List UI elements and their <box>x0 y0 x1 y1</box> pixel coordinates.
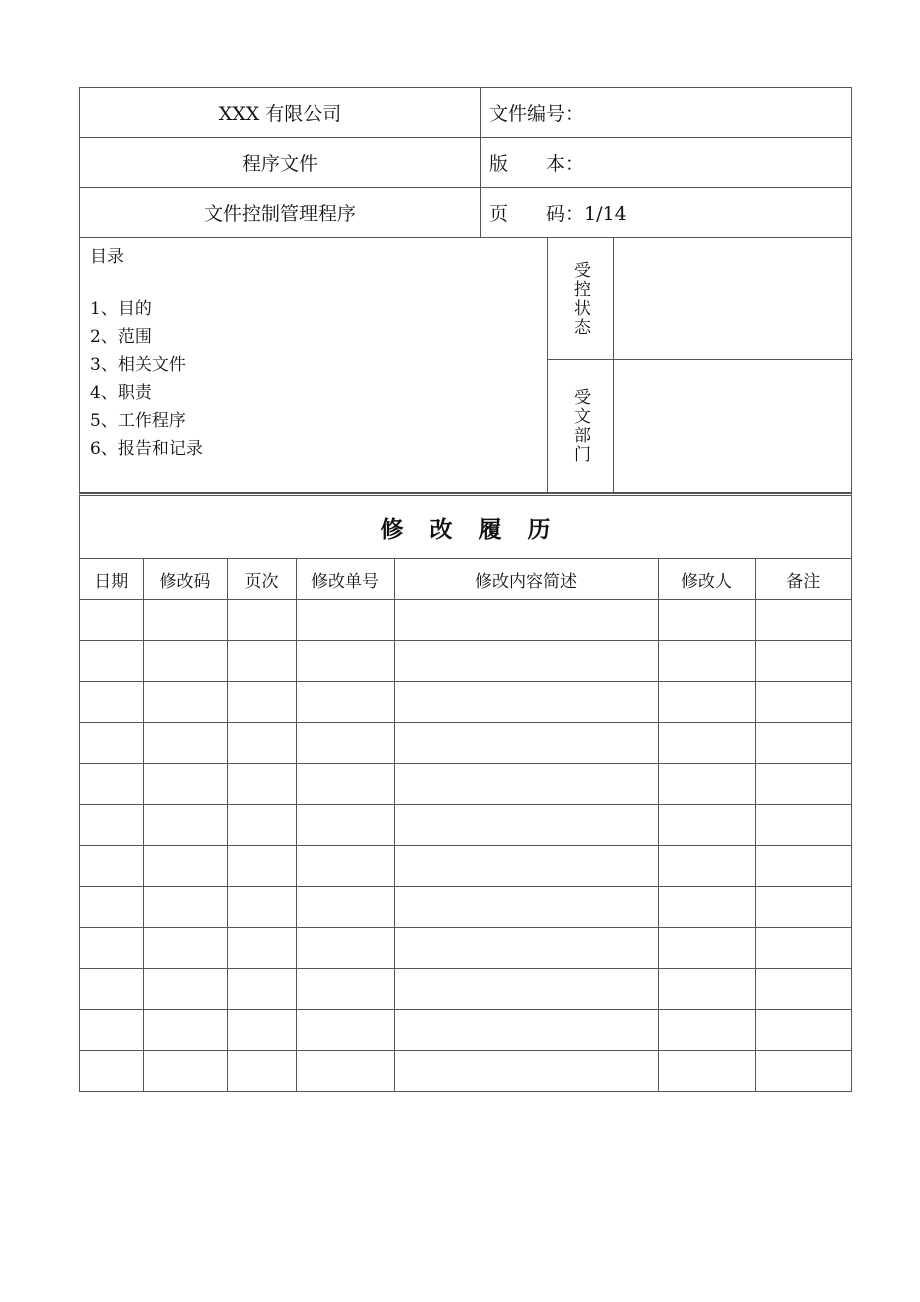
table-row <box>80 969 851 1010</box>
table-cell <box>658 682 755 723</box>
table-cell <box>755 1010 851 1051</box>
table-cell <box>227 1010 296 1051</box>
table-row <box>80 1051 851 1092</box>
col-header-code: 修改码 <box>143 559 227 600</box>
table-cell <box>227 641 296 682</box>
revision-body <box>80 600 851 1092</box>
table-cell <box>80 1051 143 1092</box>
table-cell <box>394 764 658 805</box>
col-header-page: 页次 <box>227 559 296 600</box>
table-cell <box>394 641 658 682</box>
toc-item: 1、目的 <box>90 299 152 319</box>
table-cell <box>143 764 227 805</box>
table-cell <box>143 969 227 1010</box>
table-cell <box>296 641 394 682</box>
table-cell <box>143 641 227 682</box>
doc-title: 文件控制管理程序 <box>80 188 481 238</box>
receiving-dept-label-cell <box>548 360 614 492</box>
toc-item: 3、相关文件 <box>90 355 186 375</box>
table-cell <box>296 805 394 846</box>
table-cell <box>80 723 143 764</box>
table-cell <box>394 805 658 846</box>
table-cell <box>658 1010 755 1051</box>
version-field <box>481 138 852 188</box>
table-cell <box>658 846 755 887</box>
table-cell <box>227 764 296 805</box>
revision-header-row <box>80 559 851 600</box>
col-header-order: 修改单号 <box>296 559 394 600</box>
table-cell <box>394 682 658 723</box>
table-row <box>80 723 851 764</box>
control-status-label-cell <box>548 238 614 359</box>
toc-title: 目录 <box>90 247 124 267</box>
toc-item: 2、范围 <box>90 327 152 347</box>
col-header-remark: 备注 <box>755 559 851 600</box>
table-cell <box>227 887 296 928</box>
table-cell <box>658 928 755 969</box>
table-cell <box>80 600 143 641</box>
table-cell <box>658 600 755 641</box>
table-cell <box>296 846 394 887</box>
toc-list <box>80 238 547 492</box>
table-cell <box>143 887 227 928</box>
table-cell <box>227 846 296 887</box>
version-label-1: 版 <box>489 153 509 175</box>
table-cell <box>296 928 394 969</box>
table-cell <box>80 1010 143 1051</box>
revision-title: 修改履历 <box>380 515 577 543</box>
page-field <box>481 188 852 238</box>
table-cell <box>658 887 755 928</box>
page-label-2: 码：1/14 <box>546 203 627 225</box>
page-label-1: 页 <box>489 203 509 225</box>
table-cell <box>80 641 143 682</box>
col-header-summary: 修改内容简述 <box>394 559 658 600</box>
table-cell <box>80 887 143 928</box>
receiving-dept-label: 受文部门 <box>570 388 590 464</box>
table-cell <box>394 928 658 969</box>
table-cell <box>658 805 755 846</box>
table-cell <box>658 969 755 1010</box>
table-cell <box>143 1010 227 1051</box>
table-row <box>80 887 851 928</box>
company-name: XXX 有限公司 <box>80 88 481 138</box>
table-cell <box>227 600 296 641</box>
table-cell <box>227 805 296 846</box>
table-cell <box>143 723 227 764</box>
table-cell <box>143 928 227 969</box>
table-cell <box>296 600 394 641</box>
table-cell <box>394 887 658 928</box>
table-cell <box>296 764 394 805</box>
table-row <box>80 600 851 641</box>
table-cell <box>394 1051 658 1092</box>
table-cell <box>755 723 851 764</box>
table-cell <box>80 928 143 969</box>
table-cell <box>755 1051 851 1092</box>
revision-table <box>80 558 851 1091</box>
table-cell <box>755 641 851 682</box>
version-label-2: 本： <box>546 153 585 175</box>
table-cell <box>755 764 851 805</box>
table-cell <box>80 805 143 846</box>
table-cell <box>658 764 755 805</box>
table-row <box>80 682 851 723</box>
table-cell <box>227 928 296 969</box>
col-header-date: 日期 <box>80 559 143 600</box>
control-status-label: 受控状态 <box>570 260 590 337</box>
table-cell <box>227 682 296 723</box>
table-row <box>80 764 851 805</box>
header-table <box>79 87 852 238</box>
table-cell <box>296 1051 394 1092</box>
table-cell <box>80 682 143 723</box>
table-cell <box>296 723 394 764</box>
table-row <box>80 1010 851 1051</box>
table-row <box>80 928 851 969</box>
table-cell <box>394 969 658 1010</box>
table-cell <box>296 887 394 928</box>
doc-number-field: 文件编号： <box>481 88 852 138</box>
table-cell <box>296 1010 394 1051</box>
table-cell <box>80 969 143 1010</box>
table-row <box>80 805 851 846</box>
table-cell <box>394 846 658 887</box>
table-cell <box>227 969 296 1010</box>
col-header-editor: 修改人 <box>658 559 755 600</box>
table-cell <box>755 805 851 846</box>
table-cell <box>755 846 851 887</box>
table-cell <box>658 1051 755 1092</box>
control-box <box>547 238 853 492</box>
toc-item: 4、职责 <box>90 383 152 403</box>
toc-item: 5、工作程序 <box>90 411 186 431</box>
doc-type: 程序文件 <box>80 138 481 188</box>
table-cell <box>143 682 227 723</box>
document-sheet <box>79 87 852 1092</box>
table-cell <box>227 1051 296 1092</box>
table-cell <box>143 1051 227 1092</box>
table-cell <box>394 600 658 641</box>
table-cell <box>394 1010 658 1051</box>
revision-section <box>79 493 852 1092</box>
table-cell <box>227 723 296 764</box>
table-cell <box>143 846 227 887</box>
table-cell <box>296 682 394 723</box>
toc-section <box>79 238 852 493</box>
table-cell <box>80 764 143 805</box>
table-row <box>80 846 851 887</box>
receiving-dept-row <box>548 360 853 492</box>
table-cell <box>658 641 755 682</box>
table-cell <box>296 969 394 1010</box>
table-row <box>80 641 851 682</box>
table-cell <box>755 682 851 723</box>
table-cell <box>658 723 755 764</box>
toc-item: 6、报告和记录 <box>90 439 203 459</box>
table-cell <box>394 723 658 764</box>
table-cell <box>755 928 851 969</box>
table-cell <box>80 846 143 887</box>
table-cell <box>143 805 227 846</box>
table-cell <box>755 600 851 641</box>
table-cell <box>755 969 851 1010</box>
table-cell <box>143 600 227 641</box>
control-status-row <box>548 238 853 360</box>
table-cell <box>755 887 851 928</box>
